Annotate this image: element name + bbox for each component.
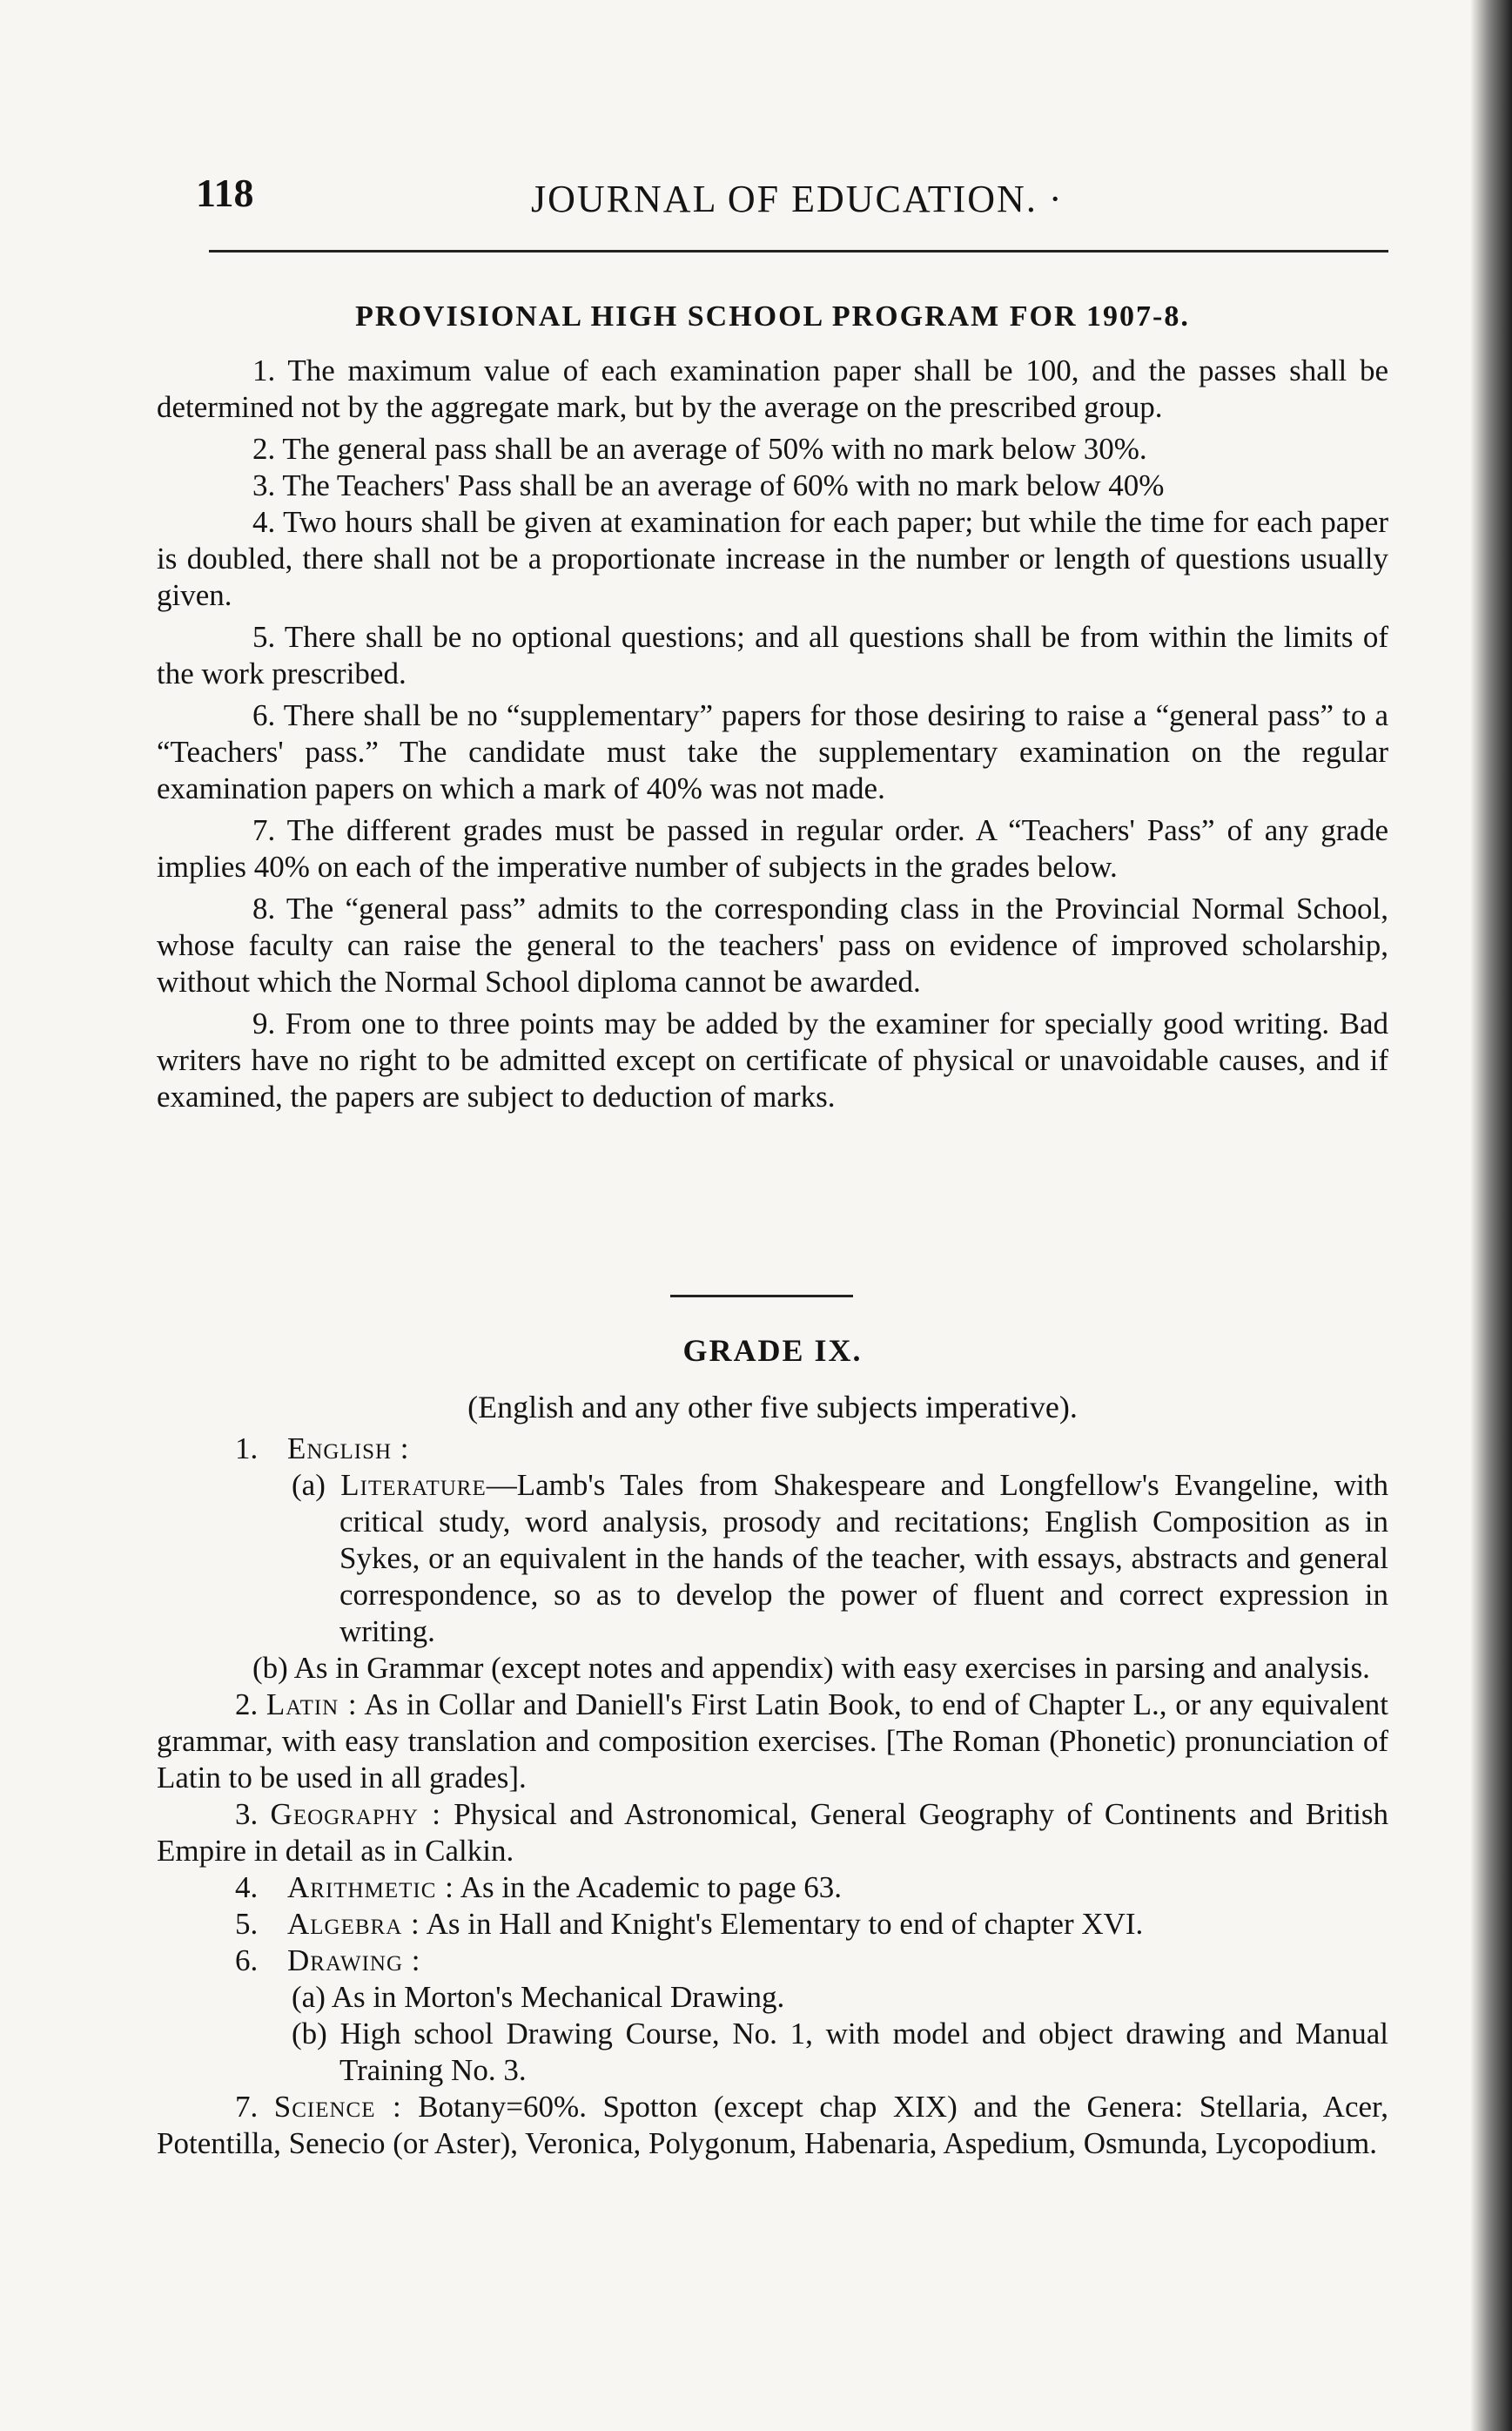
subject-english-literature <box>157 1467 1388 1650</box>
section-title: PROVISIONAL HIGH SCHOOL PROGRAM FOR 1907-8. <box>355 300 1190 333</box>
subject-english <box>157 1431 1388 1467</box>
subject-drawing <box>157 1943 1388 1979</box>
subject-number: 4. <box>235 1870 259 1904</box>
item-marker: (b) <box>252 1651 288 1685</box>
item-text: —Lamb's Tales from Shakespeare and Longfellow's Evangeline, with critical study, word analysis, prosody and recitations; English Composition as in Sykes, or an equivalent in the hands of the teacher, with essays, abstracts and general correspondence, so as to develop the power of fluent and correct expression in writing. <box>339 1468 1388 1648</box>
page-edge-shadow <box>1470 0 1512 2431</box>
subject-algebra <box>157 1906 1388 1943</box>
item-marker: (a) <box>292 1468 326 1502</box>
rule-item: 1. The maximum value of each examination paper shall be 100, and the passes shall be determined not by the aggregate mark, but by the average on the prescribed group. <box>157 354 1388 424</box>
subject-science <box>157 2089 1388 2162</box>
rule-item: 6. There shall be no “supplementary” papers for those desiring to raise a “general pass” to a “Teachers' pass.” The candidate must take the supplementary examination on the regular examination papers on which a mark of 40% was not made. <box>157 698 1388 805</box>
subject-number: 1. <box>235 1431 259 1465</box>
rule-item: 4. Two hours shall be given at examination for each paper; but while the time for each paper is doubled, there shall not be a proportionate increase in the number or length of questions usually given. <box>157 505 1388 612</box>
item-text: High school Drawing Course, No. 1, with model and object drawing and Manual Training No. 3. <box>339 2017 1388 2087</box>
subject-english-grammar <box>157 1650 1388 1687</box>
subject-number: 7. <box>235 2090 259 2124</box>
subject-number: 5. <box>235 1907 259 1941</box>
subject-label: Geography : <box>270 1797 441 1831</box>
subject-drawing-mechanical <box>157 1979 1388 2016</box>
item-text: As in Morton's Mechanical Drawing. <box>331 1980 785 2014</box>
item-label: Literature <box>340 1468 487 1502</box>
rule-item: 9. From one to three points may be added by the examiner for specially good writing. Bad writers have no right to be admitted except on certificate of physical or unavoidable causes, and if examined, the papers are subject to deduction of marks. <box>157 1007 1388 1114</box>
rules-list <box>157 353 1388 1121</box>
grade-title: GRADE IX. <box>682 1333 863 1368</box>
subject-label: Latin : <box>265 1687 358 1721</box>
rule-item: 3. The Teachers' Pass shall be an average of 60% with no mark below 40% <box>252 468 1165 502</box>
subject-label: Drawing : <box>287 1943 421 1977</box>
rule-item: 7. The different grades must be passed in regular order. A “Teachers' Pass” of any grade implies 40% on each of the imperative number of subjects in the grades below. <box>157 813 1388 884</box>
subject-text: Botany=60%. Spotton (except chap XIX) and the Genera: Stellaria, Acer, Potentilla, Senecio (or Aster), Veronica, Polygonum, Habenaria, Aspedium, Osmunda, Lycopodium. <box>157 2090 1389 2160</box>
rule-item: 8. The “general pass” admits to the corresponding class in the Provincial Normal School, whose faculty can raise the general to the teachers' pass on evidence of improved scholarship, without which the Normal School diploma cannot be awarded. <box>157 892 1388 999</box>
page-number: 118 <box>196 171 254 215</box>
subject-label: Science : <box>273 2090 402 2124</box>
subject-number: 2. <box>235 1687 259 1721</box>
item-text: As in Grammar (except notes and appendix) with easy exercises in parsing and analysis. <box>293 1651 1370 1685</box>
subject-geography <box>157 1796 1388 1869</box>
header-rule <box>209 250 1388 253</box>
document-page <box>157 170 1389 2160</box>
subject-arithmetic <box>157 1869 1388 1906</box>
subject-label: Arithmetic : <box>287 1870 454 1904</box>
rule-item: 2. The general pass shall be an average of 50% with no mark below 30%. <box>252 432 1147 466</box>
grade-subtitle: (English and any other five subjects imperative). <box>467 1390 1078 1424</box>
subject-text: As in Hall and Knight's Elementary to end of chapter XVI. <box>426 1907 1144 1941</box>
item-marker: (b) <box>292 2017 327 2051</box>
subject-latin <box>157 1687 1388 1796</box>
subject-text: As in Collar and Daniell's First Latin Book, to end of Chapter L., or any equivalent grammar, with easy translation and composition exercises. [The Roman (Phonetic) pronunciation of Latin to be used in all grades]. <box>157 1687 1388 1795</box>
subject-text: Physical and Astronomical, General Geography of Continents and British Empire in detail as in Calkin. <box>157 1797 1389 1868</box>
subject-text: As in the Academic to page 63. <box>460 1870 843 1904</box>
subject-drawing-course <box>157 2016 1388 2089</box>
subject-label: Algebra : <box>287 1907 420 1941</box>
subject-number: 3. <box>235 1797 259 1831</box>
item-marker: (a) <box>292 1980 326 2014</box>
section-divider <box>670 1295 853 1297</box>
subjects-list <box>157 1431 1388 2162</box>
running-head: JOURNAL OF EDUCATION. · <box>531 178 1064 220</box>
subject-number: 6. <box>235 1943 259 1977</box>
subject-label: English : <box>287 1431 410 1465</box>
rule-item: 5. There shall be no optional questions; and all questions shall be from within the limits of the work prescribed. <box>157 620 1388 690</box>
page-header <box>157 170 1388 231</box>
